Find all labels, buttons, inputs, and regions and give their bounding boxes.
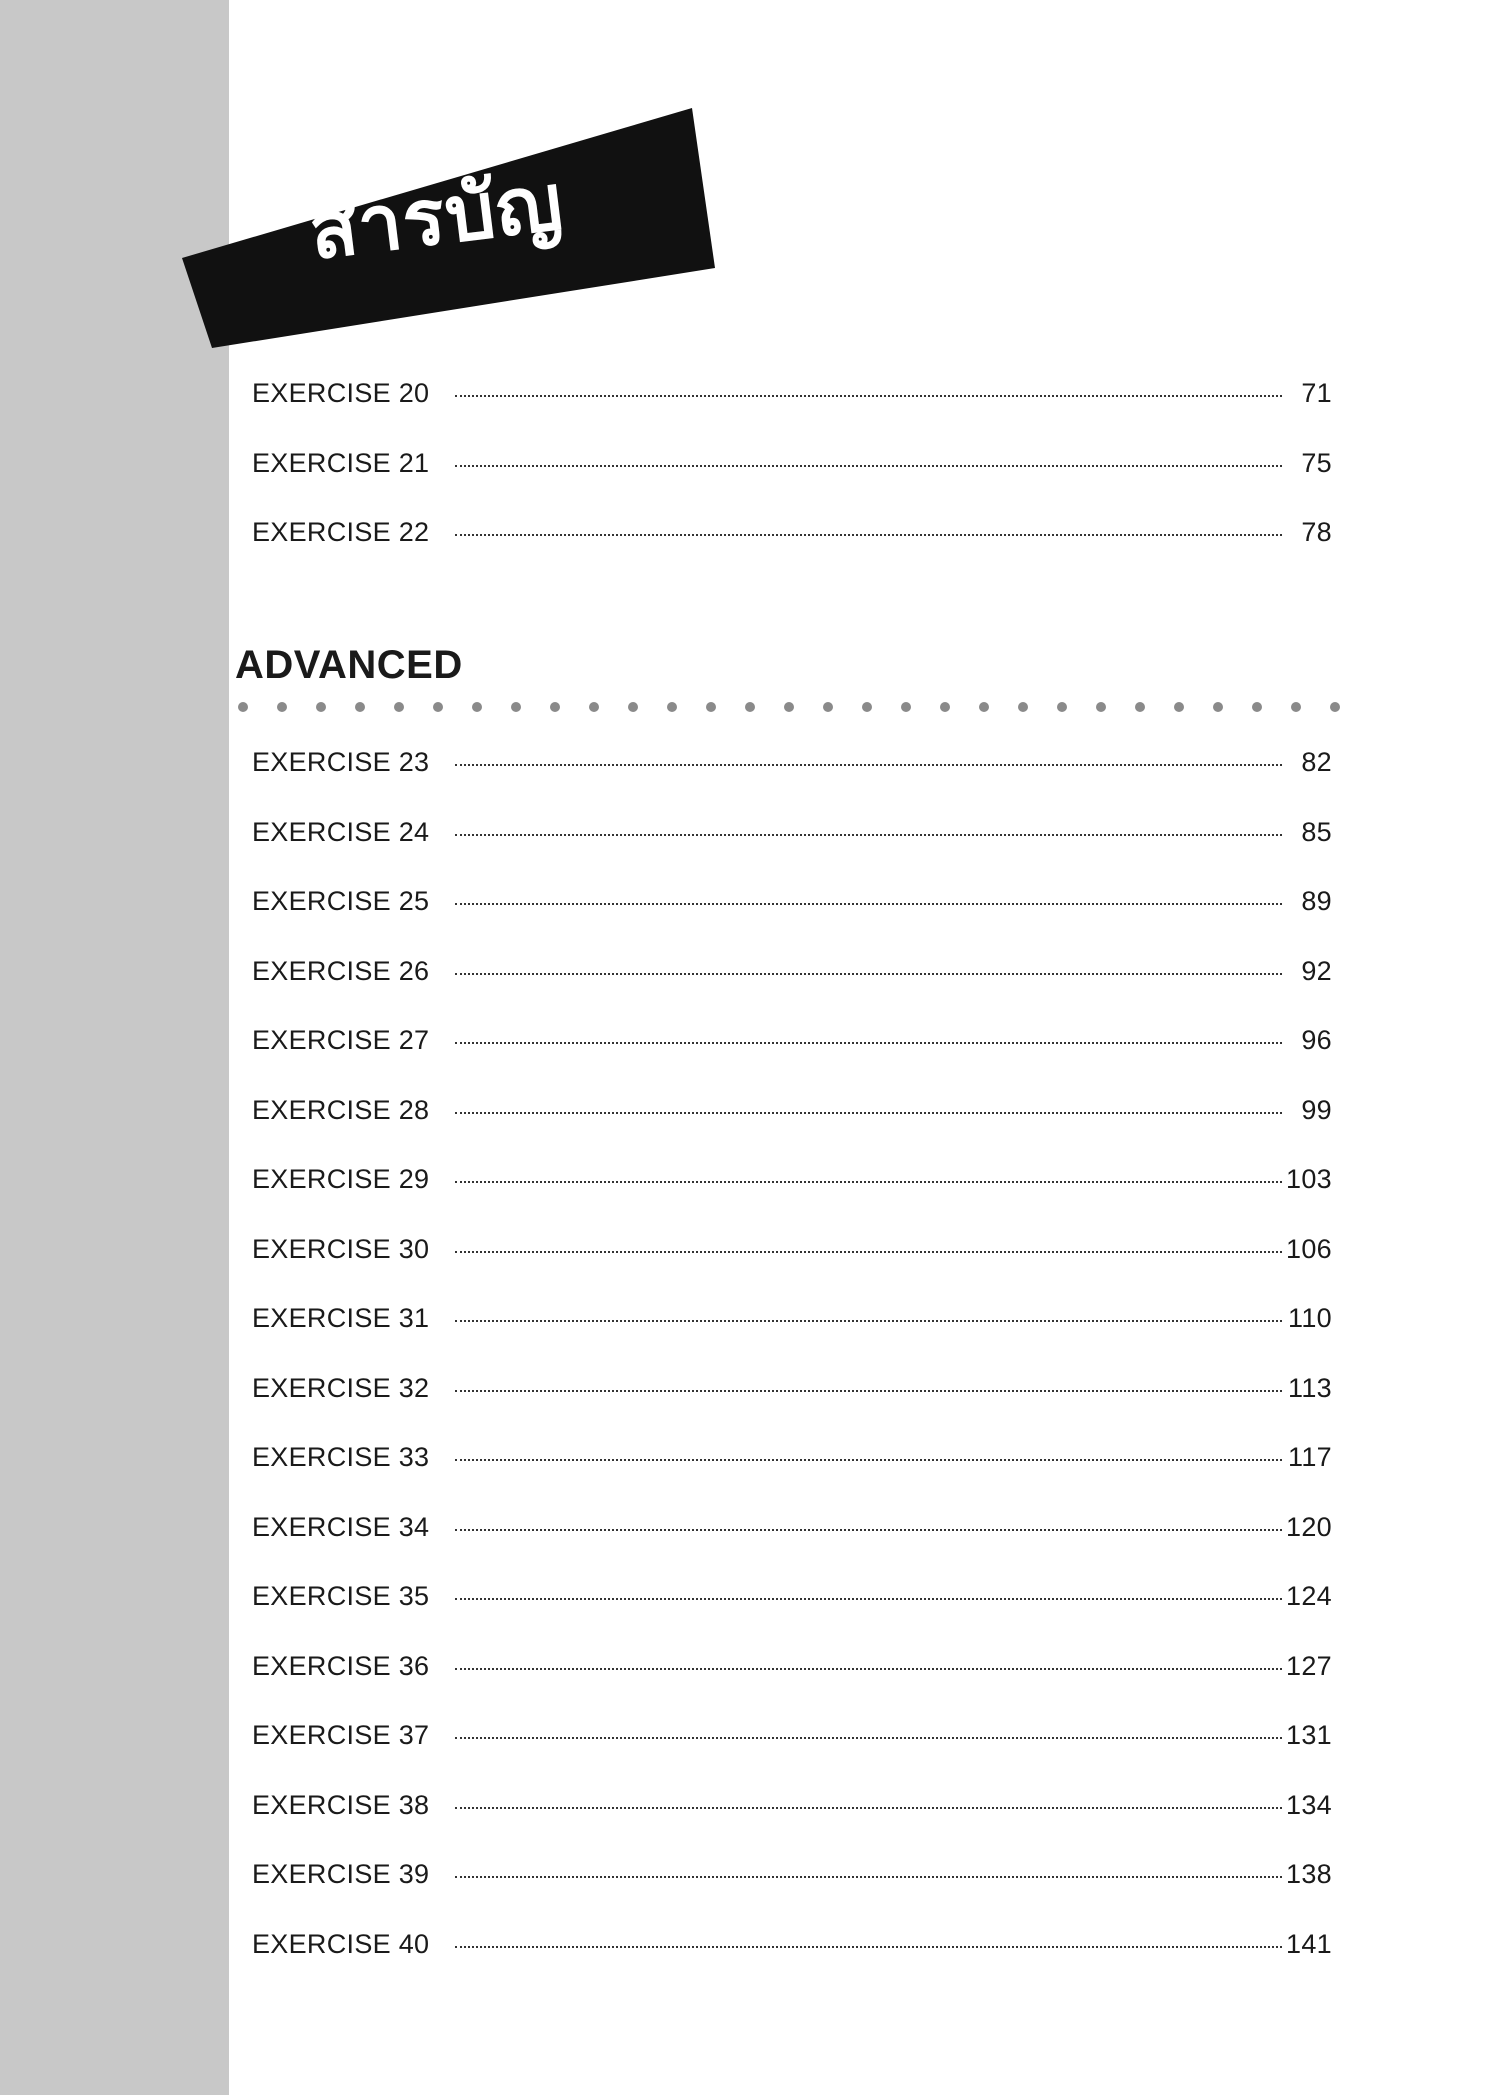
toc-page-number: 85 xyxy=(1301,816,1332,847)
dot-leader xyxy=(455,534,1282,536)
toc-page-number: 131 xyxy=(1286,1720,1332,1750)
dot-leader xyxy=(455,1459,1282,1461)
toc-label: EXERCISE 24 xyxy=(252,816,430,847)
toc-row[interactable] xyxy=(252,1095,1332,1165)
dot-leader xyxy=(455,1042,1282,1044)
toc-list-intermediate xyxy=(252,378,1332,587)
toc-row[interactable] xyxy=(252,448,1332,518)
toc-page-number: 92 xyxy=(1301,955,1332,986)
dot-leader xyxy=(455,1598,1282,1600)
dot-leader xyxy=(455,1390,1282,1392)
toc-label: EXERCISE 23 xyxy=(252,747,430,777)
title-banner xyxy=(170,100,730,360)
toc-page-number: 71 xyxy=(1301,378,1332,408)
toc-label: EXERCISE 28 xyxy=(252,1094,430,1125)
toc-row[interactable] xyxy=(252,1790,1332,1860)
toc-page-number: 134 xyxy=(1286,1789,1332,1820)
dot-leader xyxy=(455,1181,1282,1183)
toc-label: EXERCISE 35 xyxy=(252,1581,430,1611)
toc-list-advanced xyxy=(252,747,1332,1998)
toc-page-number: 99 xyxy=(1301,1094,1332,1125)
toc-row[interactable] xyxy=(252,956,1332,1026)
toc-page-number: 110 xyxy=(1288,1303,1332,1333)
toc-row[interactable] xyxy=(252,1234,1332,1304)
toc-row[interactable] xyxy=(252,1651,1332,1721)
toc-row[interactable] xyxy=(252,817,1332,887)
toc-page-number: 117 xyxy=(1288,1442,1332,1472)
toc-page-number: 113 xyxy=(1288,1372,1332,1403)
toc-row[interactable] xyxy=(252,1720,1332,1790)
toc-page-number: 138 xyxy=(1286,1859,1332,1889)
toc-label: EXERCISE 34 xyxy=(252,1511,430,1542)
toc-label: EXERCISE 25 xyxy=(252,886,430,916)
toc-label: EXERCISE 29 xyxy=(252,1164,430,1194)
toc-label: EXERCISE 38 xyxy=(252,1789,430,1820)
toc-row[interactable] xyxy=(252,1025,1332,1095)
toc-label: EXERCISE 20 xyxy=(252,378,430,408)
toc-label: EXERCISE 32 xyxy=(252,1372,430,1403)
dot-leader xyxy=(455,1807,1282,1809)
dot-leader xyxy=(455,1668,1282,1670)
toc-label: EXERCISE 40 xyxy=(252,1928,430,1959)
toc-label: EXERCISE 36 xyxy=(252,1650,430,1681)
toc-label: EXERCISE 27 xyxy=(252,1025,430,1055)
dot-leader xyxy=(455,1876,1282,1878)
toc-page-number: 124 xyxy=(1286,1581,1332,1611)
toc-label: EXERCISE 26 xyxy=(252,955,430,986)
dot-leader xyxy=(455,764,1282,766)
toc-page-number: 89 xyxy=(1301,886,1332,916)
toc-row[interactable] xyxy=(252,1859,1332,1929)
dot-leader xyxy=(455,1320,1282,1322)
dot-leader xyxy=(455,1529,1282,1531)
toc-row[interactable] xyxy=(252,886,1332,956)
page-title: สารบัญ xyxy=(304,157,568,278)
toc-label: EXERCISE 22 xyxy=(252,517,430,547)
toc-row[interactable] xyxy=(252,1581,1332,1651)
toc-row[interactable] xyxy=(252,1512,1332,1582)
toc-page-number: 127 xyxy=(1286,1650,1332,1681)
toc-label: EXERCISE 31 xyxy=(252,1303,430,1333)
section-dot-divider xyxy=(236,700,1356,714)
section-heading-advanced: ADVANCED xyxy=(235,643,463,687)
toc-row[interactable] xyxy=(252,747,1332,817)
toc-page-number: 106 xyxy=(1286,1233,1332,1264)
dot-leader xyxy=(455,834,1282,836)
toc-row[interactable] xyxy=(252,1164,1332,1234)
toc-row[interactable] xyxy=(252,1303,1332,1373)
toc-page-number: 75 xyxy=(1301,447,1332,478)
dot-leader xyxy=(455,1946,1282,1948)
toc-label: EXERCISE 37 xyxy=(252,1720,430,1750)
toc-row[interactable] xyxy=(252,378,1332,448)
dot-leader xyxy=(455,1251,1282,1253)
dot-leader xyxy=(455,1112,1282,1114)
toc-page-number: 96 xyxy=(1301,1025,1332,1055)
dot-leader xyxy=(455,973,1282,975)
toc-page-number: 103 xyxy=(1286,1164,1332,1194)
dot-leader xyxy=(455,465,1282,467)
toc-row[interactable] xyxy=(252,1442,1332,1512)
toc-page-number: 82 xyxy=(1301,747,1332,777)
toc-row[interactable] xyxy=(252,517,1332,587)
toc-label: EXERCISE 21 xyxy=(252,447,430,478)
toc-label: EXERCISE 33 xyxy=(252,1442,430,1472)
dot-leader xyxy=(455,1737,1282,1739)
toc-page-number: 141 xyxy=(1286,1928,1332,1959)
toc-row[interactable] xyxy=(252,1373,1332,1443)
dot-leader xyxy=(455,395,1282,397)
toc-row[interactable] xyxy=(252,1929,1332,1999)
toc-page-number: 120 xyxy=(1286,1511,1332,1542)
dot-leader xyxy=(455,903,1282,905)
toc-page-number: 78 xyxy=(1301,517,1332,547)
toc-label: EXERCISE 39 xyxy=(252,1859,430,1889)
toc-label: EXERCISE 30 xyxy=(252,1233,430,1264)
